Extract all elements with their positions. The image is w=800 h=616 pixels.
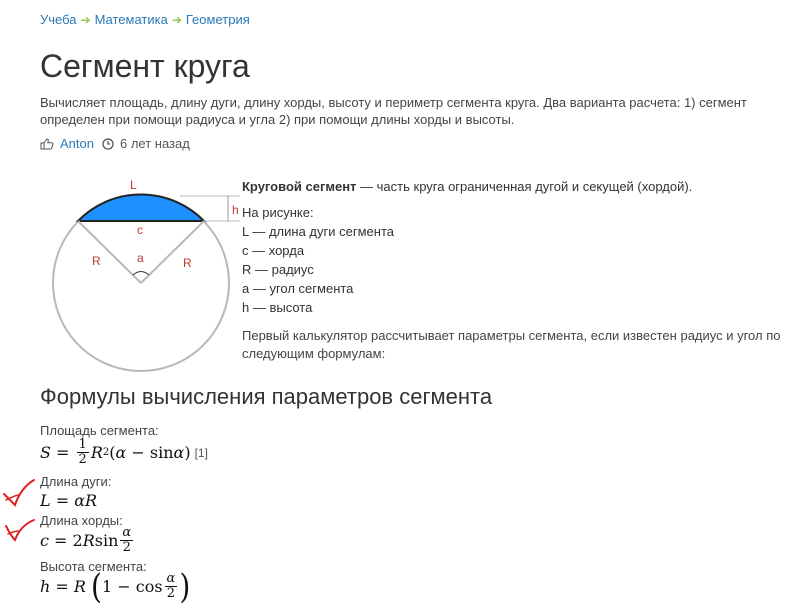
chord-length-formula: c = 2 R sin $\frac{\alpha}{2}$ [40,525,132,555]
formulas-heading: Формулы вычисления параметров сегмента [40,384,493,409]
area-formula: S = $\frac{1}{2}$ R 2 ( α − sin α ) [1] [40,437,208,467]
breadcrumb-arrow-icon: ➔ [80,13,91,27]
arc-label: L [130,178,137,192]
post-time: 6 лет назад [119,136,190,151]
angle-label: a [137,251,144,265]
calculator-note: Первый калькулятор рассчитывает параметры сегмента, если известен радиус и угол по следующим формулам: [242,328,781,361]
legend-item: L — длина дуги сегмента [242,224,394,239]
radius-right [141,221,204,283]
legend-item: h — высота [242,300,313,315]
author-meta [40,136,190,151]
handwritten-check-icon [0,512,40,552]
thumbs-up-icon [40,138,54,150]
clock-icon [102,138,114,150]
definition-block [242,178,798,363]
author-link[interactable]: Anton [60,136,94,151]
breadcrumb [40,12,250,27]
area-reference: [1] [194,445,208,460]
page-title: Сегмент круга [40,48,250,84]
breadcrumb-item-math[interactable]: Математика [94,12,168,27]
radius-left [78,221,141,283]
circle-segment-diagram [40,170,240,385]
definition-rest: — часть круга ограниченная дугой и секущей (хордой). [356,179,693,194]
page-description: Вычисляет площадь, длину дуги, длину хорды, высоту и периметр сегмента круга. Два варианта расчета: 1) сегмент определен при помощи радиуса и угла 2) при помощи длины хорды и высоты. [40,95,747,127]
chord-label: c [137,223,143,237]
legend-item: c — хорда [242,243,305,258]
segment-height-formula: h = R ( 1 − cos $\frac{\alpha}{2}$ ) [40,566,191,606]
breadcrumb-item-geometry[interactable]: Геометрия [185,12,250,27]
legend-item: R — радиус [242,262,314,277]
arc-length-formula: L = αR [40,491,98,510]
height-label: h [232,203,239,217]
handwritten-check-icon [0,476,40,516]
angle-arc [133,272,149,276]
segment-fill [78,194,204,221]
radius-label-left: R [92,254,101,268]
chord-length-label: Длина хорды: [40,513,123,528]
radius-label-right: R [183,256,192,270]
legend-list [242,203,798,317]
definition-term: Круговой сегмент [242,179,357,194]
definition-text [242,178,798,195]
breadcrumb-arrow-icon: ➔ [171,13,182,27]
area-label: Площадь сегмента: [40,423,159,438]
legend-item: a — угол сегмента [242,281,354,296]
breadcrumb-item-study[interactable]: Учеба [40,12,77,27]
segment-height-label: Высота сегмента: [40,559,147,574]
arc-length-label: Длина дуги: [40,474,112,489]
legend-intro: На рисунке: [242,205,314,220]
